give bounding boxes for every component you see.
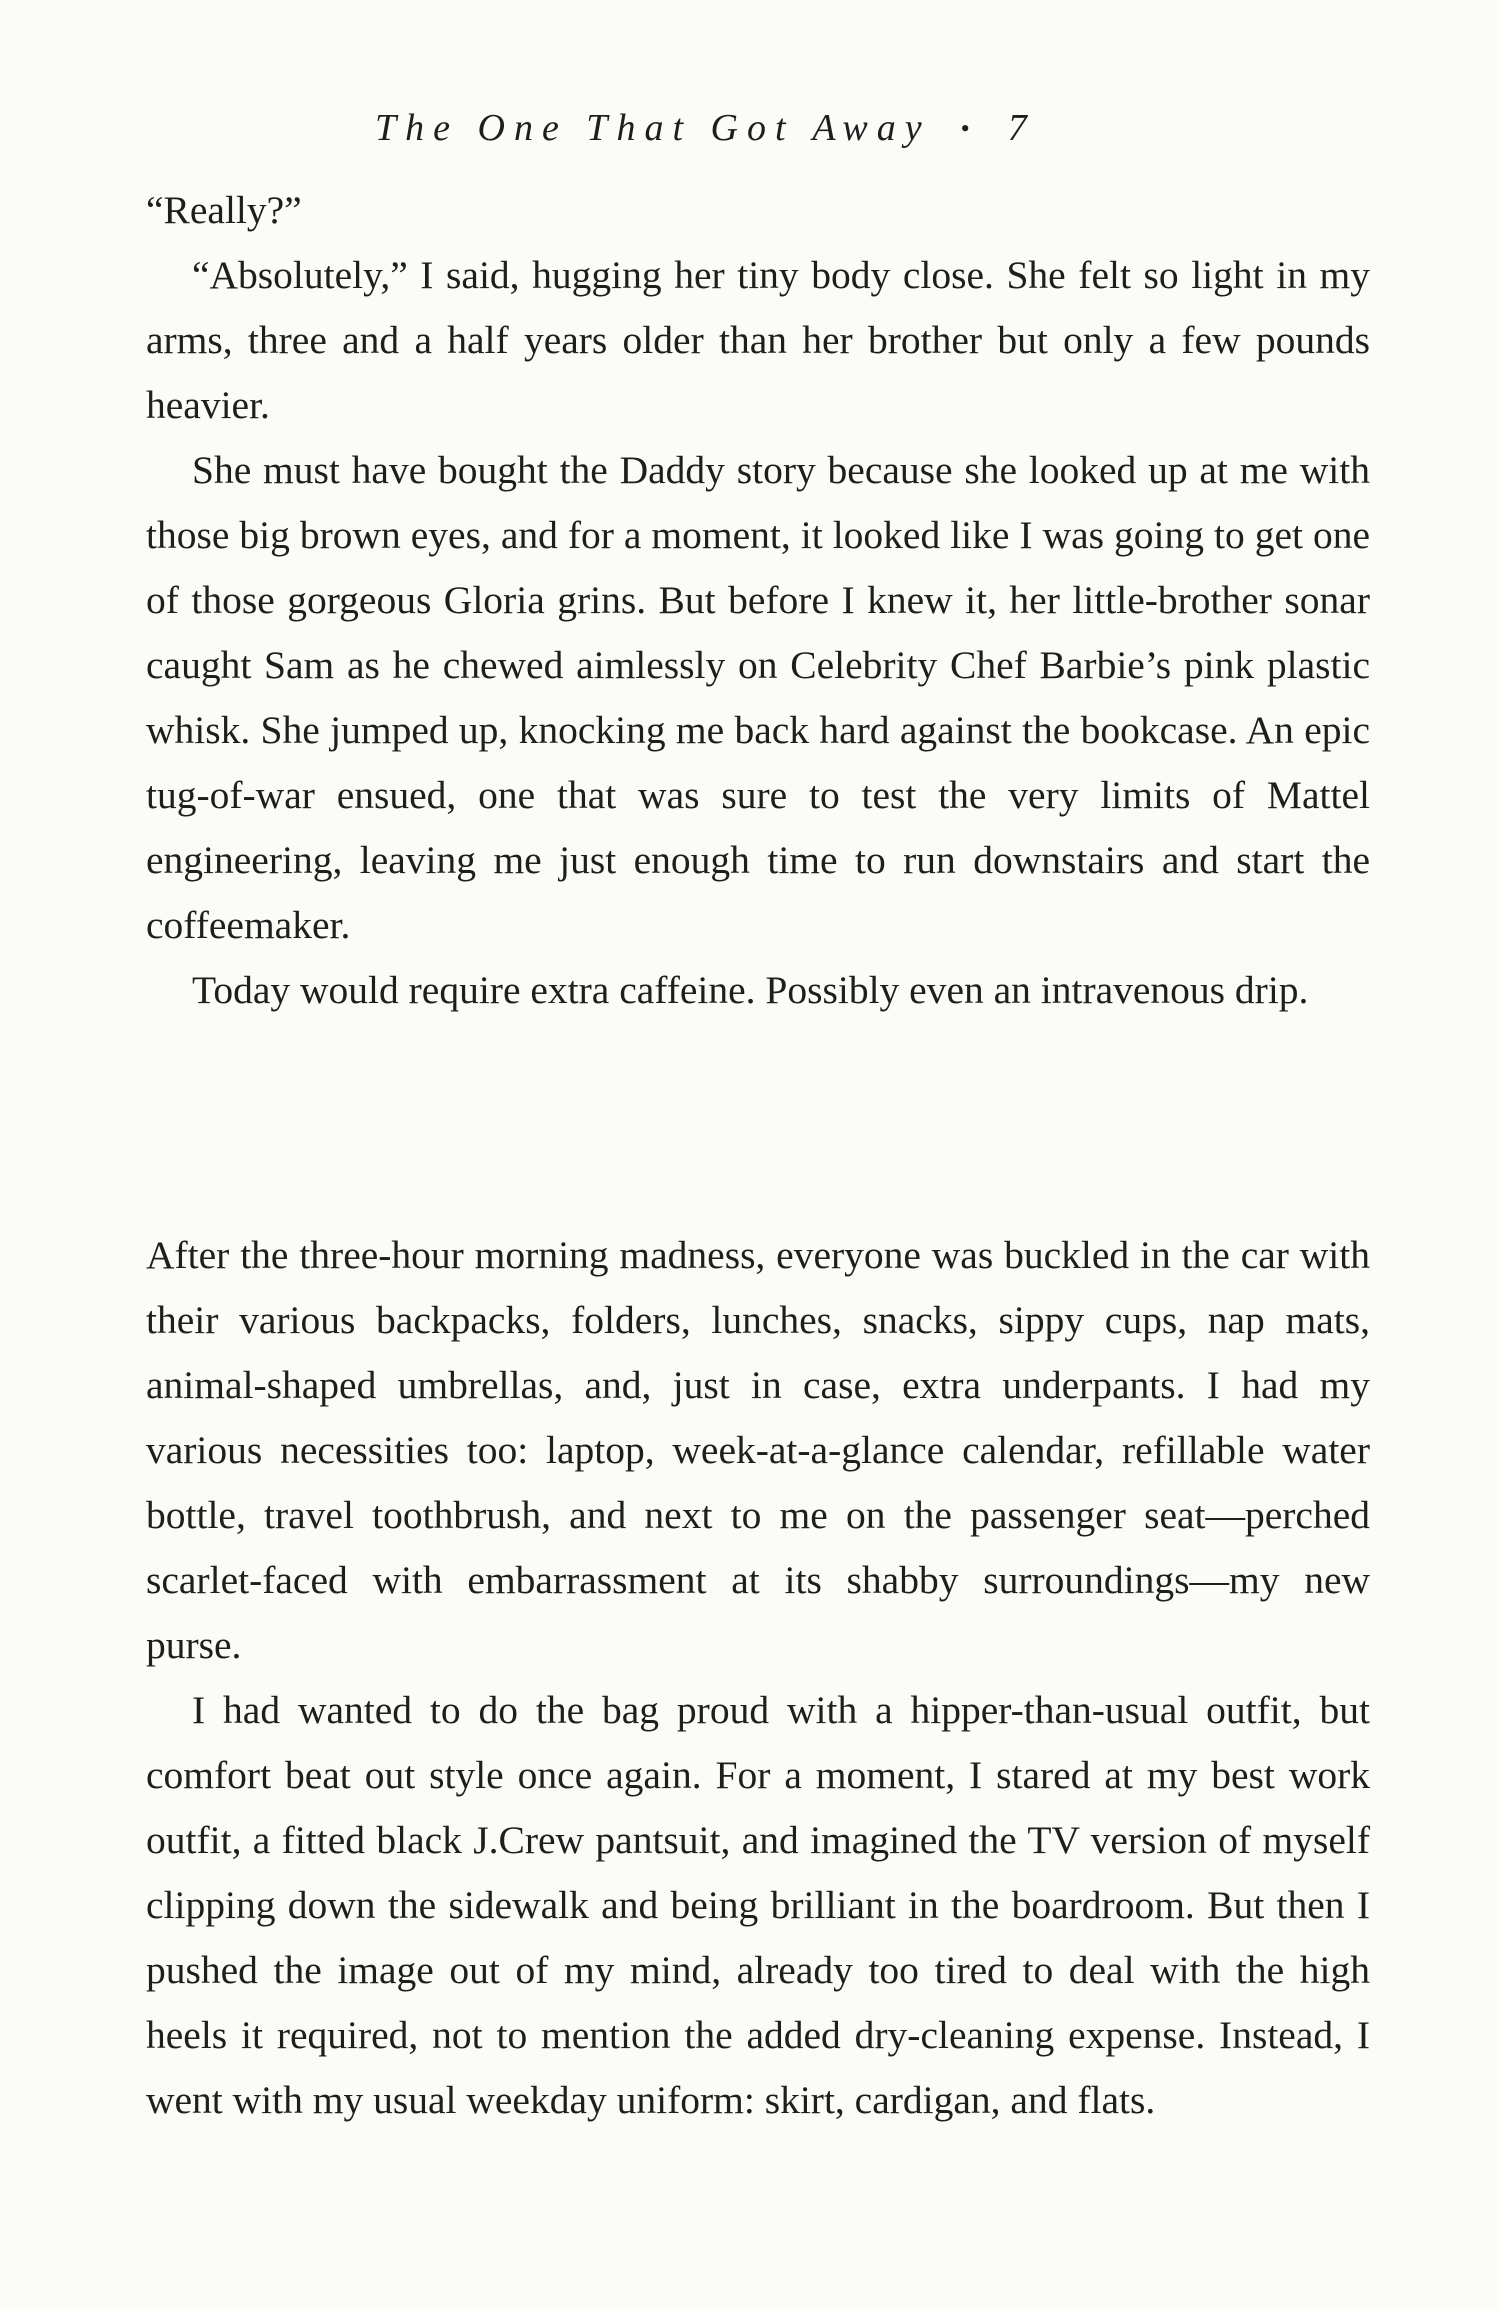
section-1 xyxy=(146,178,1370,1023)
running-header xyxy=(375,100,1155,157)
paragraph: “Really?” xyxy=(146,188,302,232)
paragraph: After the three-hour morning madness, everyone was buckled in the car with their various backpacks, folders, lunches, snacks, sippy cups, nap mats, animal-shaped umbrellas, and, just in case, extra underpants. I had my various necessities too: laptop, week-at-a-glance calendar, refillable water bottle, travel toothbrush, and next to me on the passenger seat—perched scarlet-faced with embarrassment at its shabby surroundings—my new purse. xyxy=(146,1233,1370,1667)
book-title: The One That Got Away xyxy=(375,107,931,149)
section-2 xyxy=(146,1223,1370,2133)
paragraph: I had wanted to do the bag proud with a hipper-than-usual outfit, but comfort beat out style once again. For a moment, I stared at my best work outfit, a fitted black J.Crew pantsuit, and imagined the TV version of myself clipping down the sidewalk and being brilliant in the boardroom. But then I pushed the image out of my mind, already too tired to deal with the high heels it required, not to mention the added dry-cleaning expense. Instead, I went with my usual weekday uniform: skirt, cardigan, and flats. xyxy=(146,1688,1370,2122)
page-number: 7 xyxy=(1007,107,1027,149)
paragraph: She must have bought the Daddy story because she looked up at me with those big brown eyes, and for a moment, it looked like I was going to get one of those gorgeous Gloria grins. But before I knew it, her little-brother sonar caught Sam as he chewed aimlessly on Celebrity Chef Barbie’s pink plastic whisk. She jumped up, knocking me back hard against the bookcase. An epic tug-of-war ensued, one that was sure to test the very limits of Mattel engineering, leaving me just enough time to run downstairs and start the coffeemaker. xyxy=(146,448,1370,947)
paragraph: “Absolutely,” I said, hugging her tiny body close. She felt so light in my arms, three and a half years older than her brother but only a few pounds heavier. xyxy=(146,253,1370,427)
paragraph: Today would require extra caffeine. Possibly even an intravenous drip. xyxy=(192,968,1309,1012)
header-separator: • xyxy=(960,114,970,143)
